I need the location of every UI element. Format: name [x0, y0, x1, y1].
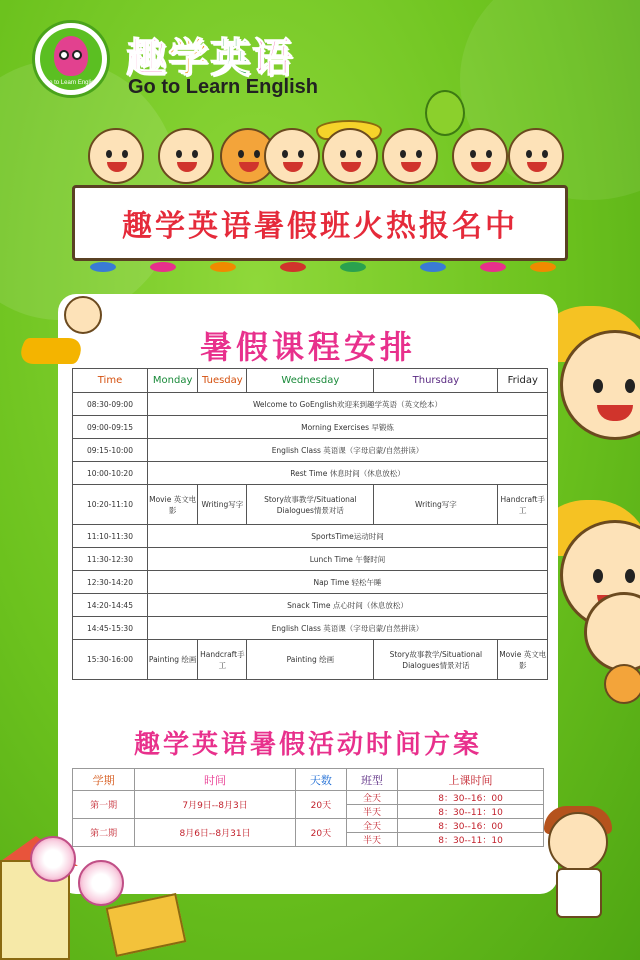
activity-cell: Painting 绘画: [247, 640, 374, 680]
class-hours-cell: 8：30--11：10: [398, 833, 544, 847]
time-cell: 14:45-15:30: [73, 617, 148, 640]
balloon-icon: [425, 90, 465, 136]
cat-icon: [604, 664, 640, 704]
schedule-header-cell: Time: [73, 369, 148, 393]
schedule-row: [73, 571, 548, 594]
activity-cell: Nap Time 轻松午睡: [148, 571, 548, 594]
kids-feet: [80, 262, 560, 276]
book-icon: [106, 893, 187, 957]
schedule-row: [73, 640, 548, 680]
term-name-cell: 第二期: [73, 819, 135, 847]
brand-char: 英: [210, 35, 252, 81]
term-days-cell: 20天: [295, 791, 346, 819]
time-cell: 09:00-09:15: [73, 416, 148, 439]
girl-illustration: [64, 296, 102, 334]
schedule-table: [72, 368, 548, 680]
activity-table: [72, 768, 544, 847]
schedule-row: [73, 439, 548, 462]
schedule-header-cell: Friday: [498, 369, 548, 393]
time-cell: 10:20-11:10: [73, 485, 148, 525]
schedule-title: 暑假课程安排: [199, 328, 416, 366]
time-cell: 15:30-16:00: [73, 640, 148, 680]
schedule-row: [73, 393, 548, 416]
activity-cell: Writing写字: [198, 485, 247, 525]
schedule-row: [73, 485, 548, 525]
activity-header-cell: 学期: [73, 769, 135, 791]
term-name-cell: 第一期: [73, 791, 135, 819]
class-type-cell: 半天: [346, 833, 397, 847]
boy-illustration: [548, 812, 608, 872]
schedule-row: [73, 525, 548, 548]
brand-char: 语: [252, 35, 294, 81]
lollipop-icon: [78, 860, 124, 906]
banner-text: 趣学英语暑假班火热报名中: [122, 209, 518, 244]
time-cell: 11:10-11:30: [73, 525, 148, 548]
brand-name-en: Go to Learn English: [128, 76, 319, 98]
cape-icon: [14, 338, 88, 364]
class-hours-cell: 8：30--16：00: [398, 791, 544, 805]
activity-cell: Welcome to GoEnglish欢迎来到趣学英语（英文绘本）: [148, 393, 548, 416]
time-cell: 12:30-14:20: [73, 571, 148, 594]
schedule-row: [73, 594, 548, 617]
term-days-cell: 20天: [295, 819, 346, 847]
schedule-row: [73, 617, 548, 640]
activity-cell: Lunch Time 午餐时间: [148, 548, 548, 571]
activity-cell: Writing写字: [374, 485, 498, 525]
activity-cell: Handcraft手工: [498, 485, 548, 525]
class-type-cell: 全天: [346, 819, 397, 833]
brand-name-cn: [126, 26, 294, 83]
brand-char: 学: [168, 35, 210, 81]
class-type-cell: 全天: [346, 791, 397, 805]
activity-cell: Snack Time 点心时间（休息放松）: [148, 594, 548, 617]
schedule-header-cell: Wednesday: [247, 369, 374, 393]
activity-header-cell: 上课时间: [398, 769, 544, 791]
activity-cell: Rest Time 休息时间（休息放松）: [148, 462, 548, 485]
activity-row: [73, 791, 544, 805]
activity-cell: Story故事教学/Situational Dialogues情景对话: [374, 640, 498, 680]
monster-mascot-icon: [54, 36, 88, 76]
time-cell: 11:30-12:30: [73, 548, 148, 571]
activity-header-cell: 天数: [295, 769, 346, 791]
time-cell: 08:30-09:00: [73, 393, 148, 416]
schedule-header-cell: Monday: [148, 369, 198, 393]
activity-cell: Story故事教学/Situational Dialogues情景对话: [247, 485, 374, 525]
activity-title: 趣学英语暑假活动时间方案: [133, 730, 482, 760]
activity-header-cell: 时间: [135, 769, 295, 791]
activity-cell: Handcraft手工: [198, 640, 247, 680]
class-type-cell: 半天: [346, 805, 397, 819]
activity-cell: Movie 英文电影: [498, 640, 548, 680]
schedule-row: [73, 462, 548, 485]
activity-cell: SportsTime运动时间: [148, 525, 548, 548]
term-dates-cell: 7月9日--8月3日: [135, 791, 295, 819]
schedule-header-cell: Thursday: [374, 369, 498, 393]
activity-header-cell: 班型: [346, 769, 397, 791]
activity-cell: English Class 英语课（字母启蒙/自然拼读）: [148, 617, 548, 640]
activity-cell: English Class 英语课（字母启蒙/自然拼读）: [148, 439, 548, 462]
school-logo: [32, 20, 110, 98]
logo-ring-text: Go to Learn English: [44, 80, 98, 86]
schedule-row: [73, 548, 548, 571]
activity-cell: Painting 绘画: [148, 640, 198, 680]
time-cell: 09:15-10:00: [73, 439, 148, 462]
kids-illustration: [60, 90, 600, 190]
brand-char: 趣: [126, 35, 168, 81]
term-dates-cell: 8月6日--8月31日: [135, 819, 295, 847]
time-cell: 14:20-14:45: [73, 594, 148, 617]
lollipop-icon: [30, 836, 76, 882]
content-card: [58, 294, 558, 894]
class-hours-cell: 8：30--11：10: [398, 805, 544, 819]
schedule-header-cell: Tuesday: [198, 369, 247, 393]
class-hours-cell: 8：30--16：00: [398, 819, 544, 833]
activity-row: [73, 819, 544, 833]
schedule-row: [73, 416, 548, 439]
time-cell: 10:00-10:20: [73, 462, 148, 485]
enrollment-banner: [72, 185, 568, 261]
activity-cell: Morning Exercises 早锻炼: [148, 416, 548, 439]
activity-cell: Movie 英文电影: [148, 485, 198, 525]
